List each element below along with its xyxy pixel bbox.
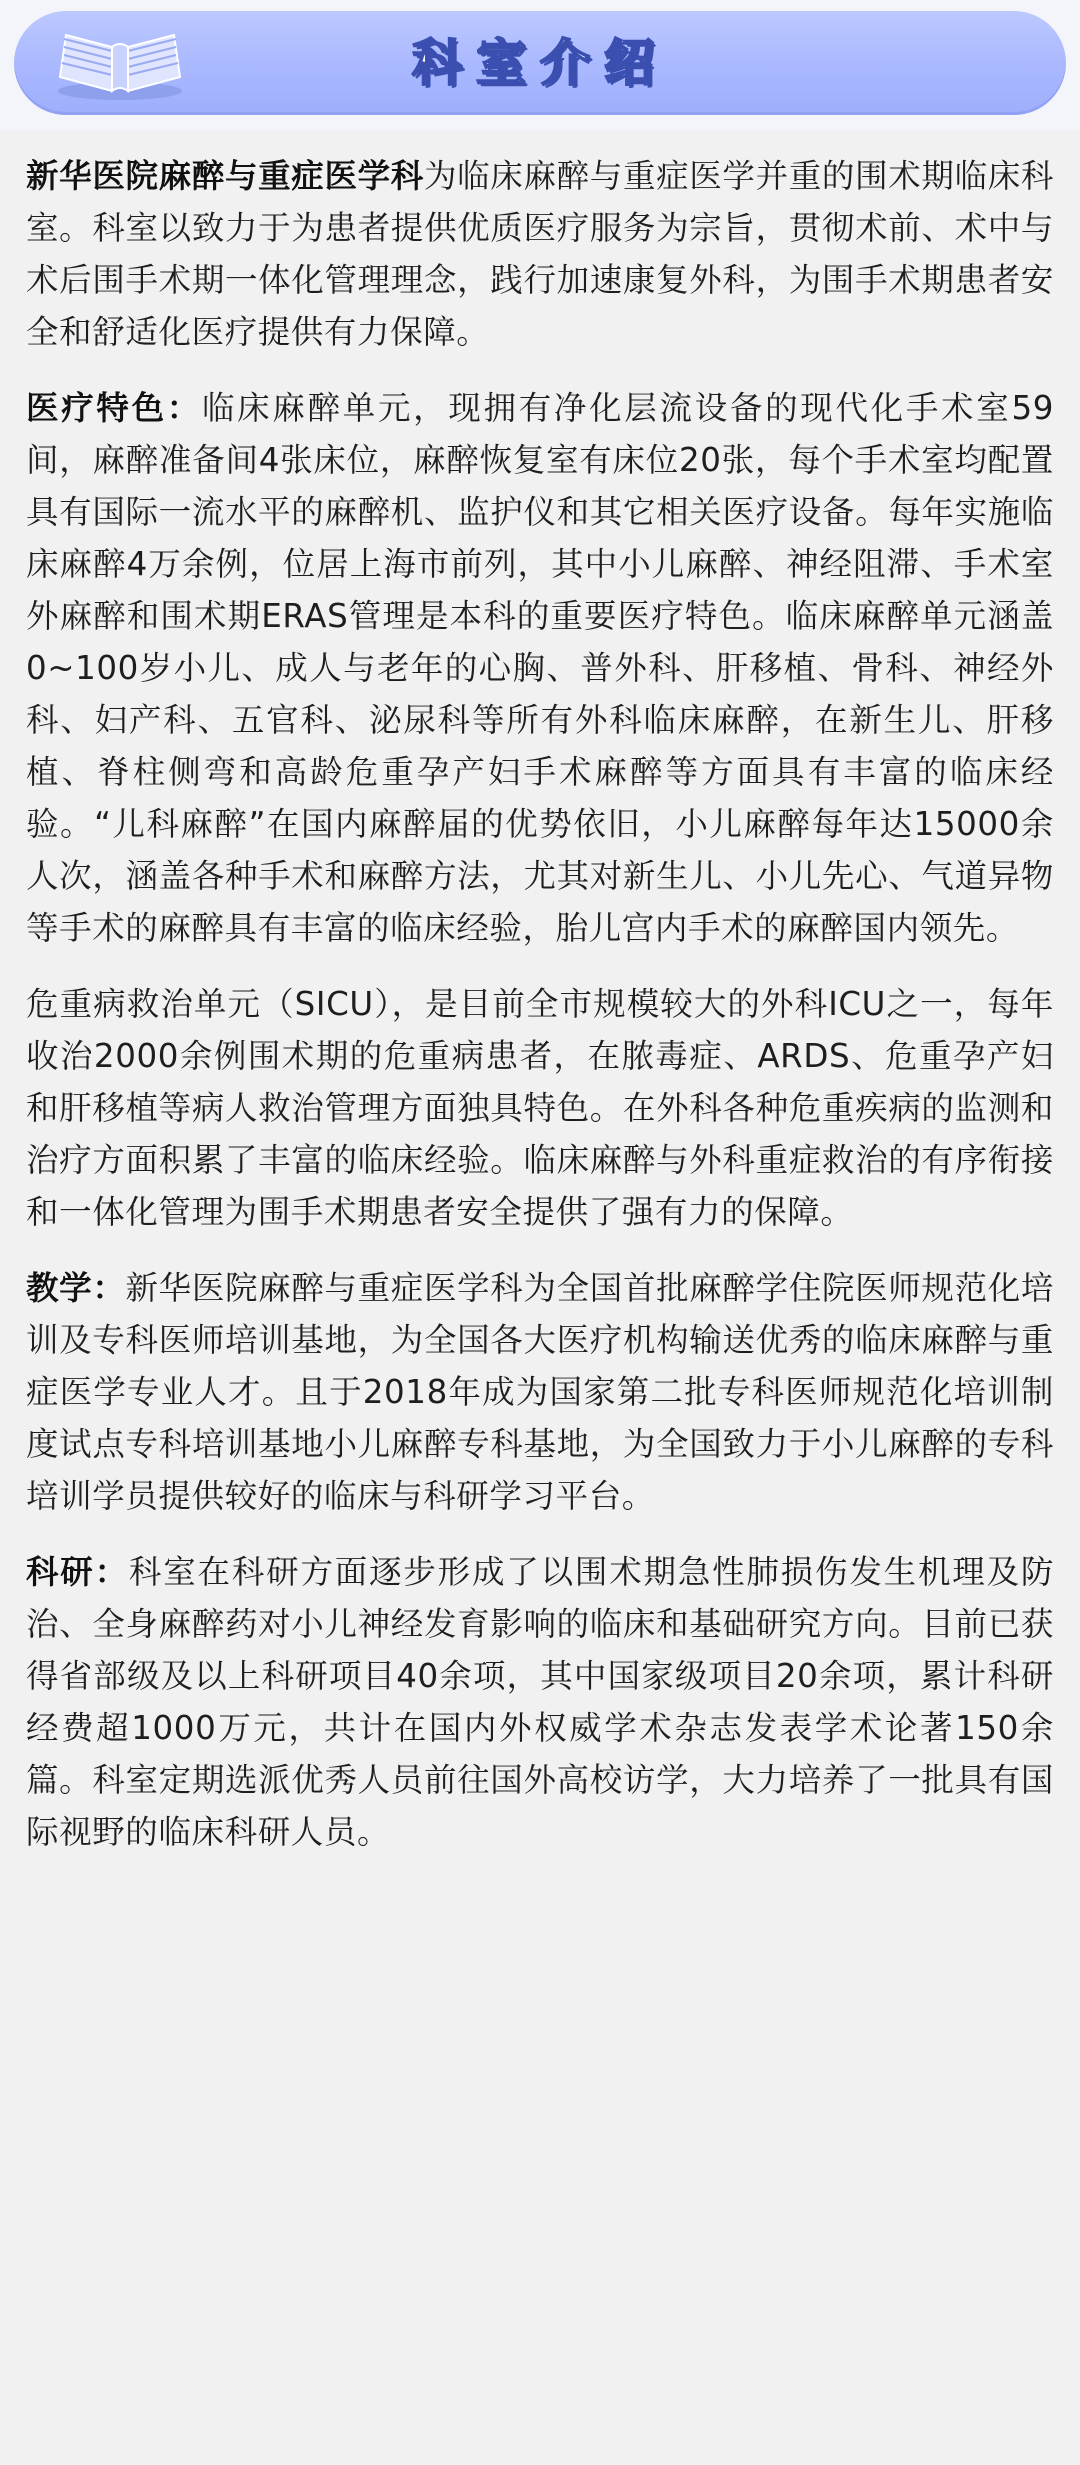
- intro-lead: 新华医院麻醉与重症医学科: [26, 157, 424, 195]
- title-banner: [14, 11, 1066, 115]
- intro-paragraph: [26, 150, 1054, 358]
- content-area: [0, 130, 1080, 1882]
- medical-features-text: 临床麻醉单元，现拥有净化层流设备的现代化手术室59间，麻醉准备间4张床位，麻醉恢复室有床位20张，每个手术室均配置具有国际一流水平的麻醉机、监护仪和其它相关医疗设备。每年实施临床麻醉4万余例，位居上海市前列，其中小儿麻醉、神经阻滞、手术室外麻醉和围术期ERAS管理是本科的重要医疗特色。临床麻醉单元涵盖0~100岁小儿、成人与老年的心胸、普外科、肝移植、骨科、神经外科、妇产科、五官科、泌尿科等所有外科临床麻醉，在新生儿、肝移植、脊柱侧弯和高龄危重孕产妇手术麻醉等方面具有丰富的临床经验。“儿科麻醉”在国内麻醉届的优势依旧，小儿麻醉每年达15000余人次，涵盖各种手术和麻醉方法，尤其对新生儿、小儿先心、气道异物等手术的麻醉具有丰富的临床经验，胎儿宫内手术的麻醉国内领先。: [26, 389, 1054, 947]
- teaching-heading: 教学：: [26, 1269, 126, 1307]
- research-paragraph: [26, 1546, 1054, 1858]
- intro-text: 为临床麻醉与重症医学并重的围术期临床科室。科室以致力于为患者提供优质医疗服务为宗旨，贯彻术前、术中与术后围手术期一体化管理理念，践行加速康复外科，为围手术期患者安全和舒适化医疗提供有力保障。: [26, 157, 1055, 351]
- header-area: [0, 0, 1080, 130]
- research-text: 科室在科研方面逐步形成了以围术期急性肺损伤发生机理及防治、全身麻醉药对小儿神经发育影响的临床和基础研究方向。目前已获得省部级及以上科研项目40余项，其中国家级项目20余项，累计科研经费超1000万元，共计在国内外权威学术杂志发表学术论著150余篇。科室定期选派优秀人员前往国外高校访学，大力培养了一批具有国际视野的临床科研人员。: [26, 1553, 1054, 1851]
- teaching-text: 新华医院麻醉与重症医学科为全国首批麻醉学住院医师规范化培训及专科医师培训基地，为全国各大医疗机构输送优秀的临床麻醉与重症医学专业人才。且于2018年成为国家第二批专科医师规范化培训制度试点专科培训基地小儿麻醉专科基地，为全国致力于小儿麻醉的专科培训学员提供较好的临床与科研学习平台。: [26, 1269, 1054, 1515]
- sicu-text: 危重病救治单元（SICU），是目前全市规模较大的外科ICU之一，每年收治2000余例围术期的危重病患者，在脓毒症、ARDS、危重孕产妇和肝移植等病人救治管理方面独具特色。在外科各种危重疾病的监测和治疗方面积累了丰富的临床经验。临床麻醉与外科重症救治的有序衔接和一体化管理为围手术期患者安全提供了强有力的保障。: [26, 985, 1054, 1231]
- sicu-paragraph: [26, 978, 1054, 1238]
- research-heading: 科研：: [26, 1553, 129, 1591]
- page-title: 科室介绍: [412, 34, 668, 92]
- medical-features-heading: 医疗特色：: [26, 389, 202, 427]
- teaching-paragraph: [26, 1262, 1054, 1522]
- medical-features-paragraph: [26, 382, 1054, 954]
